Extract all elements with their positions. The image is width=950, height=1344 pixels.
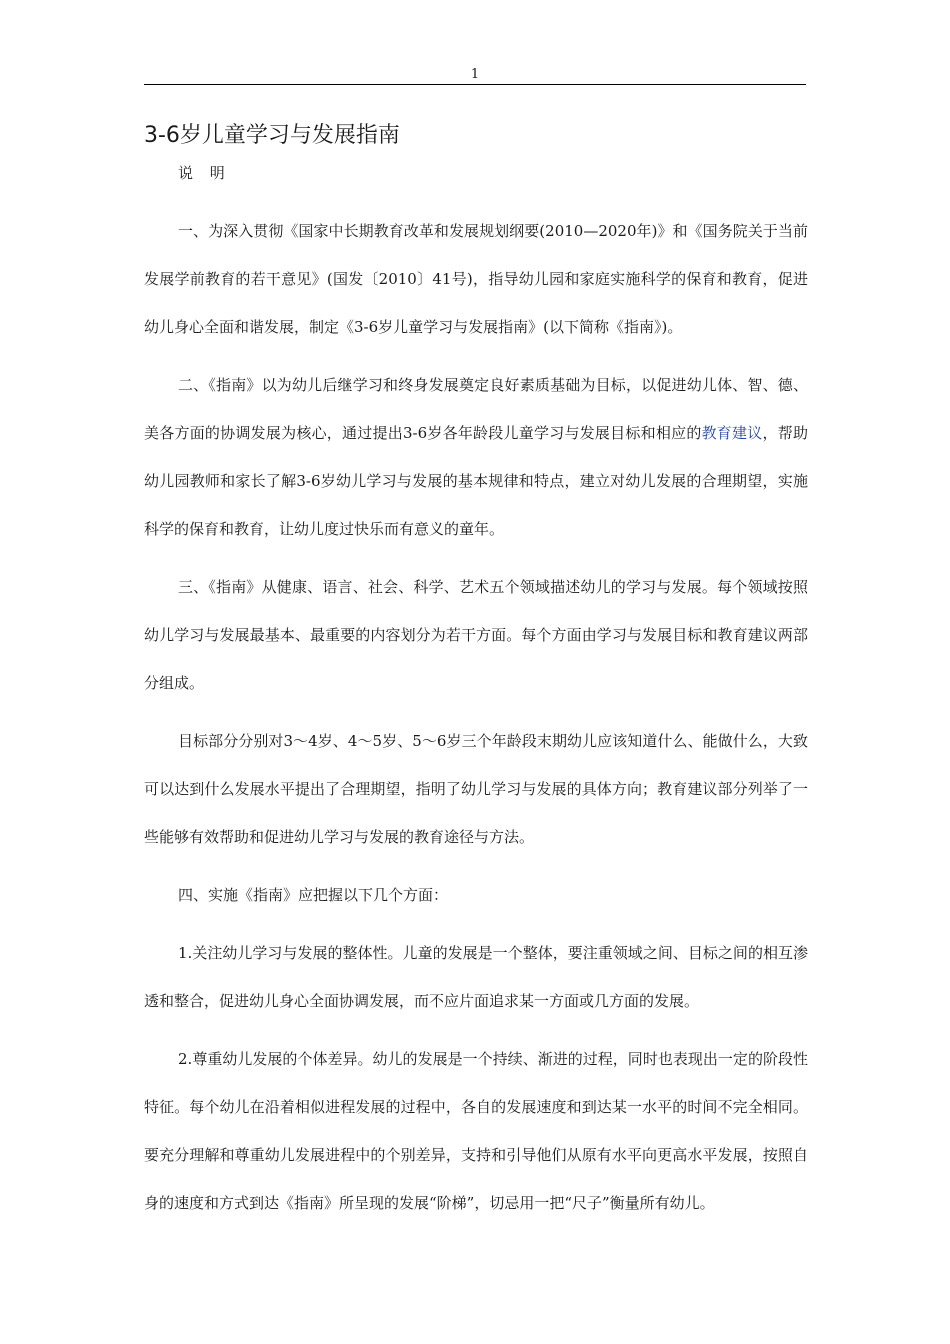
education-advice-link[interactable]: 教育建议 <box>701 424 763 442</box>
paragraph <box>144 563 808 707</box>
document-body <box>144 207 808 1237</box>
paragraph <box>144 207 808 351</box>
page-number: 1 <box>470 67 480 82</box>
paragraph-text: 四、实施《指南》应把握以下几个方面： <box>178 886 449 904</box>
paragraph-text: 一、为深入贯彻《国家中长期教育改革和发展规划纲要(2010—2020年)》和《国务院关于当前发展学前教育的若干意见》(国发〔2010〕41号)，指导幼儿园和家庭实施科学的保育和教育，促进幼儿身心全面和谐发展，制定《3-6岁儿童学习与发展指南》(以下简称《指南》)。 <box>144 222 808 336</box>
header-rule <box>144 84 806 85</box>
paragraph-text: ，帮助幼儿园教师和家长了解3-6岁幼儿学习与发展的基本规律和特点，建立对幼儿发展的合理期望，实施科学的保育和教育，让幼儿度过快乐而有意义的童年。 <box>144 424 808 538</box>
paragraph <box>144 361 808 553</box>
paragraph-text: 目标部分分别对3～4岁、4～5岁、5～6岁三个年龄段末期幼儿应该知道什么、能做什么，大致可以达到什么发展水平提出了合理期望，指明了幼儿学习与发展的具体方向；教育建议部分列举了一些能够有效帮助和促进幼儿学习与发展的教育途径与方法。 <box>144 732 808 846</box>
paragraph-text: 2.尊重幼儿发展的个体差异。幼儿的发展是一个持续、渐进的过程，同时也表现出一定的阶段性特征。每个幼儿在沿着相似进程发展的过程中，各自的发展速度和到达某一水平的时间不完全相同。要充分理解和尊重幼儿发展进程中的个别差异，支持和引导他们从原有水平向更高水平发展，按照自身的速度和方式到达《指南》所呈现的发展“阶梯”，切忌用一把“尺子”衡量所有幼儿。 <box>144 1050 808 1212</box>
document-subtitle: 说 明 <box>178 164 231 182</box>
paragraph <box>144 929 808 1025</box>
paragraph-text: 二、《指南》以为幼儿后继学习和终身发展奠定良好素质基础为目标，以促进幼儿体、智、德、美各方面的协调发展为核心，通过提出3-6岁各年龄段儿童学习与发展目标和相应的 <box>144 376 808 442</box>
paragraph <box>144 717 808 861</box>
paragraph <box>144 1035 808 1227</box>
paragraph <box>144 871 808 919</box>
paragraph-text: 1.关注幼儿学习与发展的整体性。儿童的发展是一个整体，要注重领域之间、目标之间的相互渗透和整合，促进幼儿身心全面协调发展，而不应片面追求某一方面或几方面的发展。 <box>144 944 808 1010</box>
paragraph-text: 三、《指南》从健康、语言、社会、科学、艺术五个领域描述幼儿的学习与发展。每个领域按照幼儿学习与发展最基本、最重要的内容划分为若干方面。每个方面由学习与发展目标和教育建议两部分组成。 <box>144 578 808 692</box>
document-title: 3-6岁儿童学习与发展指南 <box>144 123 400 148</box>
